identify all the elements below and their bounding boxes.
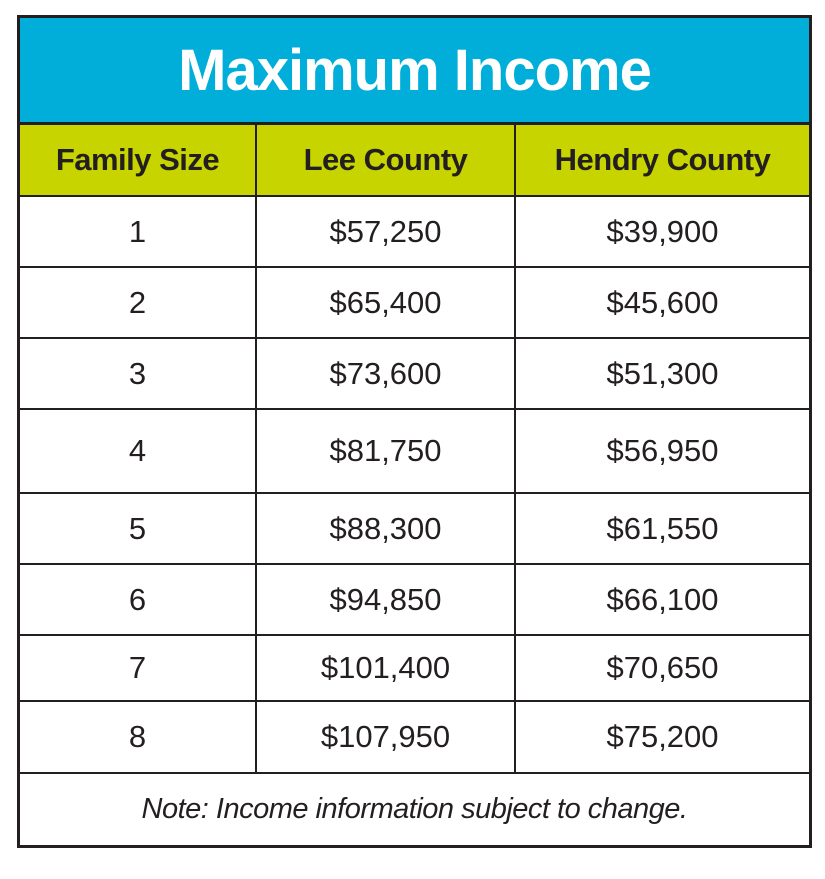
table-body xyxy=(20,197,809,772)
hendry-county-cell: $39,900 xyxy=(514,197,809,266)
hendry-county-cell: $45,600 xyxy=(514,268,809,337)
hendry-county-cell: $66,100 xyxy=(514,565,809,634)
lee-county-cell: $57,250 xyxy=(255,197,514,266)
table-row xyxy=(20,636,809,702)
maximum-income-table xyxy=(17,15,812,848)
table-row xyxy=(20,410,809,494)
table-row xyxy=(20,565,809,636)
family-size-cell: 6 xyxy=(128,581,147,617)
family-size-cell: 8 xyxy=(128,719,147,754)
family-size-cell: 1 xyxy=(128,213,147,249)
hendry-county-cell: $56,950 xyxy=(514,410,809,492)
family-size-cell: 3 xyxy=(128,355,147,391)
hendry-county-cell: $70,650 xyxy=(514,636,809,700)
table-row xyxy=(20,339,809,410)
column-header-family-size: Family Size xyxy=(55,142,220,177)
lee-county-cell: $94,850 xyxy=(255,565,514,634)
hendry-county-cell: $75,200 xyxy=(514,702,809,772)
hendry-county-cell: $51,300 xyxy=(514,339,809,408)
lee-county-cell: $81,750 xyxy=(255,410,514,492)
family-size-cell: 7 xyxy=(128,650,147,685)
table-title: Maximum Income xyxy=(20,18,809,125)
table-row xyxy=(20,268,809,339)
lee-county-cell: $88,300 xyxy=(255,494,514,563)
lee-county-cell: $65,400 xyxy=(255,268,514,337)
table-note: Note: Income information subject to change. xyxy=(20,772,809,845)
lee-county-cell: $101,400 xyxy=(255,636,514,700)
family-size-cell: 4 xyxy=(128,433,147,468)
hendry-county-cell: $61,550 xyxy=(514,494,809,563)
column-header-lee-county: Lee County xyxy=(255,125,514,195)
family-size-cell: 5 xyxy=(128,510,147,546)
table-row xyxy=(20,197,809,268)
lee-county-cell: $73,600 xyxy=(255,339,514,408)
lee-county-cell: $107,950 xyxy=(255,702,514,772)
table-row xyxy=(20,702,809,772)
table-row xyxy=(20,494,809,565)
table-header-row xyxy=(20,125,809,197)
family-size-cell: 2 xyxy=(128,284,147,320)
column-header-hendry-county: Hendry County xyxy=(514,125,809,195)
